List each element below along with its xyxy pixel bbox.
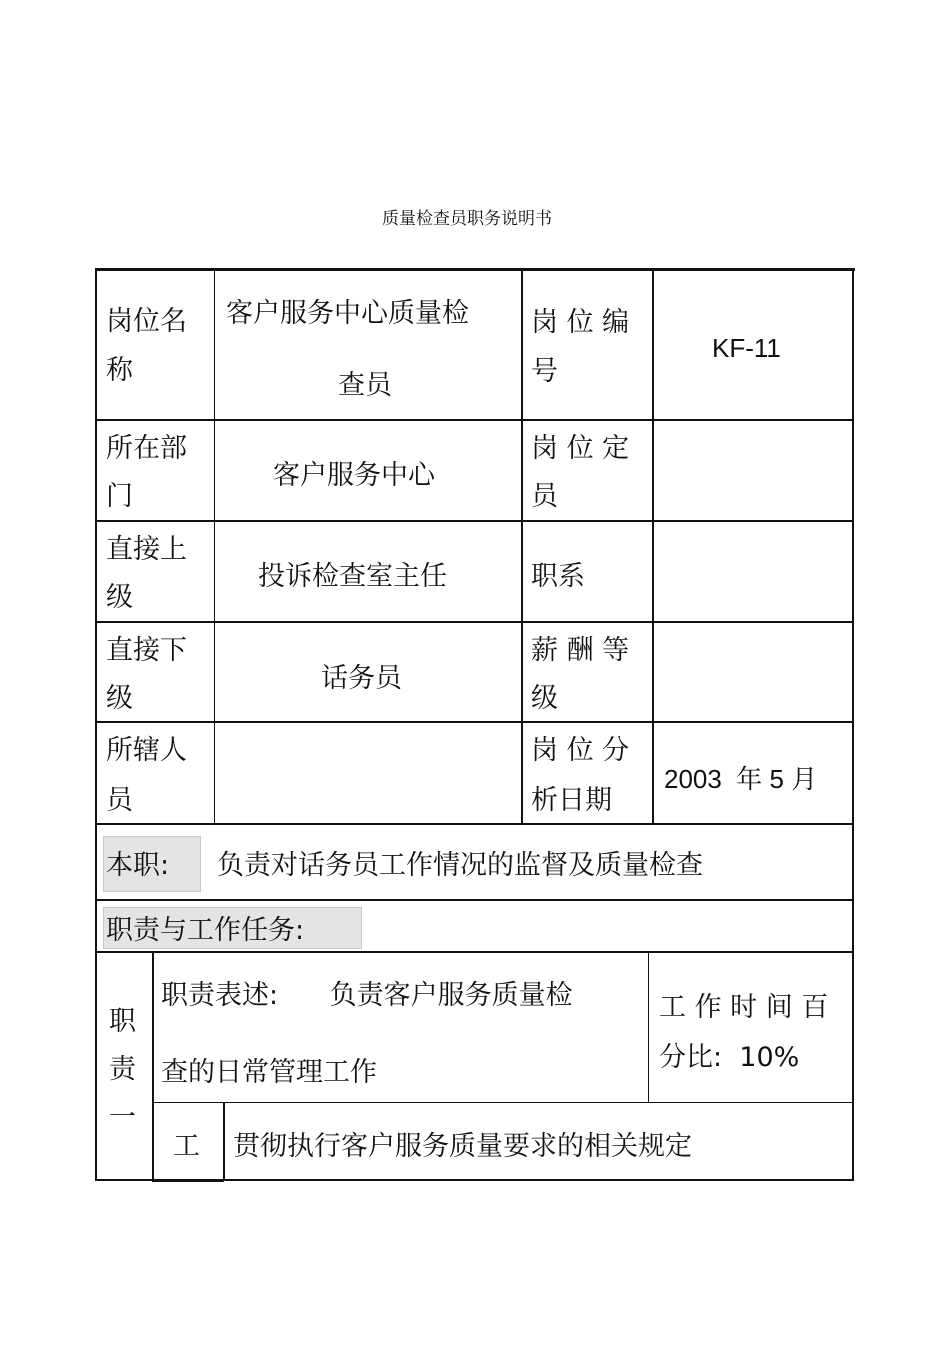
- value-position-name-line1: 客户服务中心质量检: [226, 298, 469, 329]
- column-divider: [652, 270, 654, 824]
- duty-one-description-line2: 查的日常管理工作: [161, 1057, 377, 1088]
- duty-one-task-label: 工: [173, 1131, 200, 1162]
- duty-one-time-share-line1: 工 作 时 间 百: [659, 992, 829, 1023]
- duty-one-label-char-2: 责: [109, 1054, 136, 1085]
- label-direct-superior-line2: 级: [106, 582, 133, 613]
- value-position-name-line2: 查员: [338, 370, 392, 401]
- label-headcount-line1: 岗 位 定: [531, 433, 630, 464]
- duty-one-label-char-3: 一: [109, 1102, 136, 1133]
- label-position-code-line1: 岗 位 编: [531, 307, 630, 338]
- duty-one-description-line1: 职责表述: 负责客户服务质量检: [161, 980, 573, 1011]
- column-divider: [521, 270, 523, 824]
- label-analysis-date-line1: 岗 位 分: [531, 735, 630, 766]
- main-duty-text: 负责对话务员工作情况的监督及质量检查: [217, 850, 703, 881]
- label-position-code-line2: 号: [531, 356, 558, 387]
- table-left-border: [95, 268, 97, 1181]
- row-divider: [96, 419, 854, 421]
- label-direct-superior-line1: 直接上: [106, 534, 187, 565]
- task-label-underline: [152, 1179, 224, 1182]
- label-headcount-line2: 员: [531, 481, 558, 512]
- column-divider: [648, 953, 649, 1103]
- label-analysis-date-line2: 析日期: [531, 785, 612, 816]
- label-department-line1: 所在部: [106, 433, 187, 464]
- row-divider: [96, 621, 854, 623]
- label-salary-grade-line1: 薪 酬 等: [531, 635, 630, 666]
- value-analysis-date: 2003 年 5 月: [664, 764, 818, 794]
- label-salary-grade-line2: 级: [531, 683, 558, 714]
- duty-one-time-share-line2: 分比: 10%: [659, 1042, 800, 1073]
- value-direct-subordinate: 话务员: [321, 663, 402, 694]
- row-divider: [152, 1102, 854, 1103]
- value-direct-superior: 投诉检查室主任: [258, 561, 447, 592]
- value-department: 客户服务中心: [273, 460, 435, 491]
- column-divider: [223, 1103, 225, 1181]
- row-divider: [96, 823, 854, 825]
- label-job-family: 职系: [531, 561, 585, 592]
- label-direct-subordinate-line1: 直接下: [106, 635, 187, 666]
- row-divider: [96, 721, 854, 723]
- label-position-name-line1: 岗位名: [106, 306, 187, 337]
- duty-one-task-text: 贯彻执行客户服务质量要求的相关规定: [233, 1131, 692, 1162]
- row-divider: [96, 951, 854, 953]
- table-top-border: [95, 268, 855, 271]
- main-duty-label: 本职:: [106, 850, 170, 881]
- duties-header: 职责与工作任务:: [106, 915, 305, 946]
- label-direct-subordinate-line2: 级: [106, 683, 133, 714]
- duty-one-label-char-1: 职: [109, 1006, 136, 1037]
- row-divider: [96, 520, 854, 522]
- document-title: 质量检查员职务说明书: [382, 209, 552, 229]
- label-department-line2: 门: [106, 481, 133, 512]
- row-divider: [96, 899, 854, 901]
- column-divider: [214, 270, 215, 824]
- label-staff-managed-line1: 所辖人: [106, 735, 187, 766]
- label-staff-managed-line2: 员: [106, 785, 133, 816]
- column-divider: [152, 953, 154, 1181]
- label-position-name-line2: 称: [106, 355, 133, 386]
- value-position-code: KF-11: [712, 333, 781, 363]
- table-right-border: [852, 268, 854, 1181]
